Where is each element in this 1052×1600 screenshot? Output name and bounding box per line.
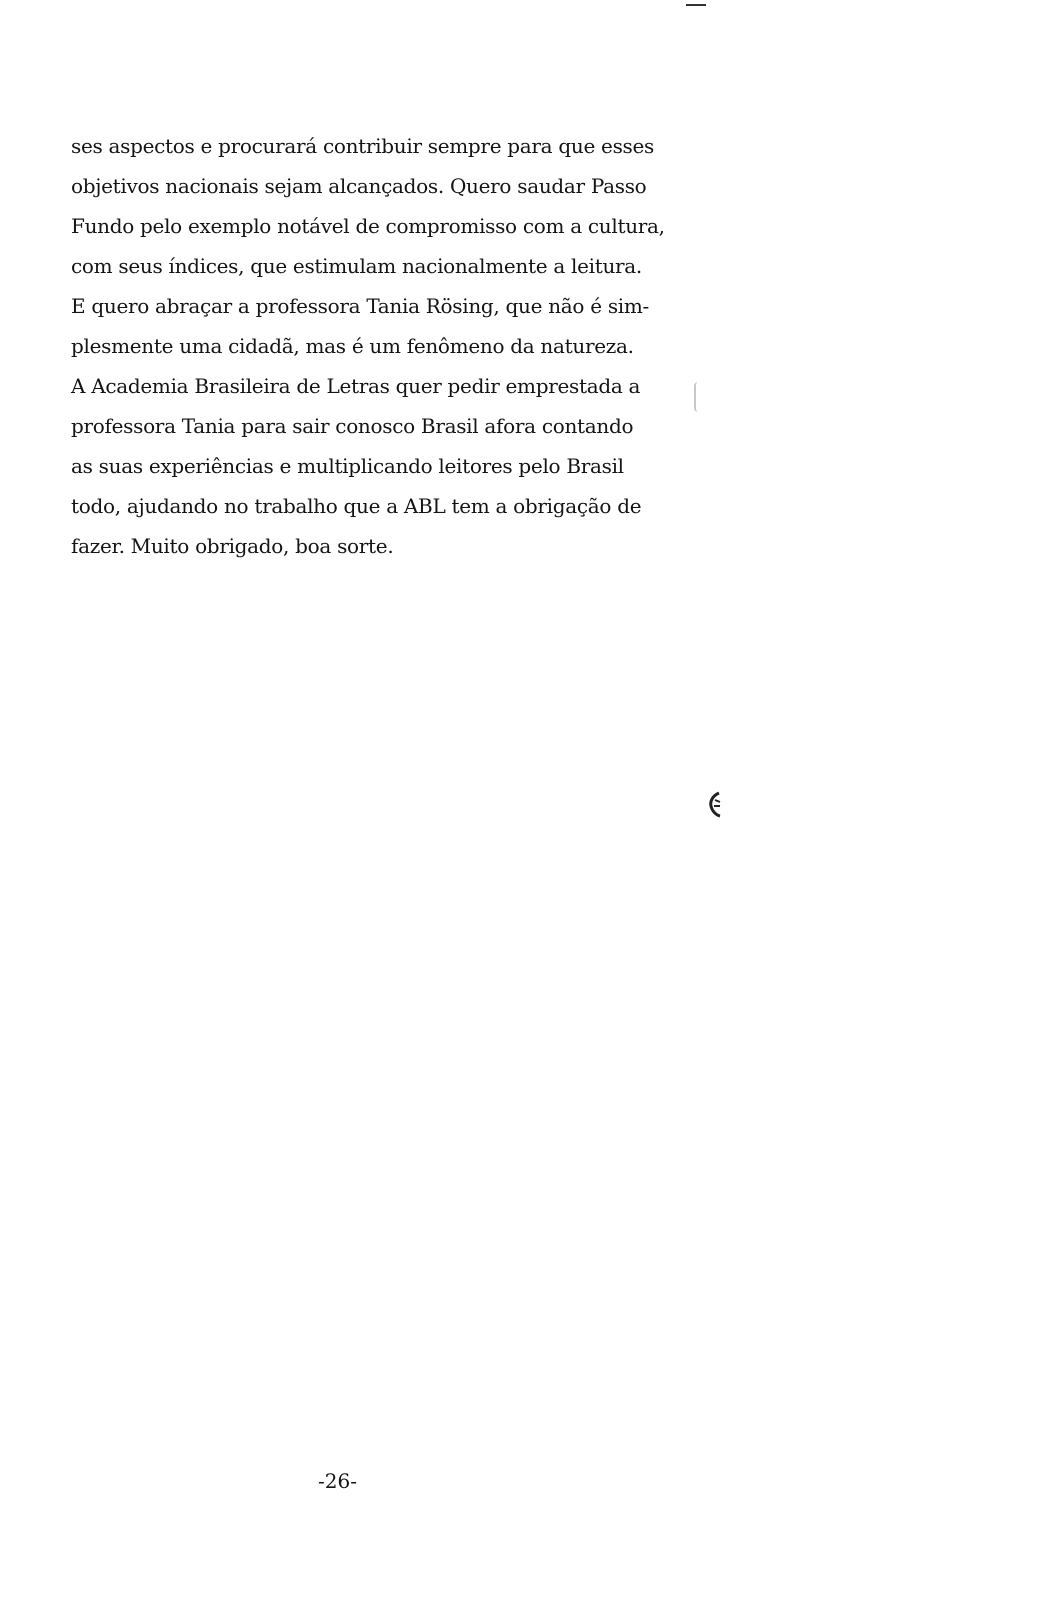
paragraph-line: as suas experiências e multiplicando leitores pelo Brasil [71,454,624,478]
paragraph-line: todo, ajudando no trabalho que a ABL tem a obrigação de [71,494,642,518]
paragraph-line: fazer. Muito obrigado, boa sorte. [71,534,394,558]
scan-artifact [708,790,722,818]
body-paragraph [71,126,665,566]
scan-artifact [694,382,699,412]
paragraph-line: A Academia Brasileira de Letras quer pedir emprestada a [71,374,641,398]
page-number: -26- [318,1469,357,1493]
paragraph-line: E quero abraçar a professora Tania Rösing, que não é sim- [71,294,650,318]
paragraph-line: ses aspectos e procurará contribuir sempre para que esses [71,134,654,158]
paragraph-line: Fundo pelo exemplo notável de compromisso com a cultura, [71,214,665,238]
paragraph-line: com seus índices, que estimulam nacionalmente a leitura. [71,254,642,278]
paragraph-line: plesmente uma cidadã, mas é um fenômeno da natureza. [71,334,634,358]
scan-mark [686,4,706,6]
paragraph-line: objetivos nacionais sejam alcançados. Quero saudar Passo [71,174,647,198]
paragraph-line: professora Tania para sair conosco Brasil afora contando [71,414,634,438]
